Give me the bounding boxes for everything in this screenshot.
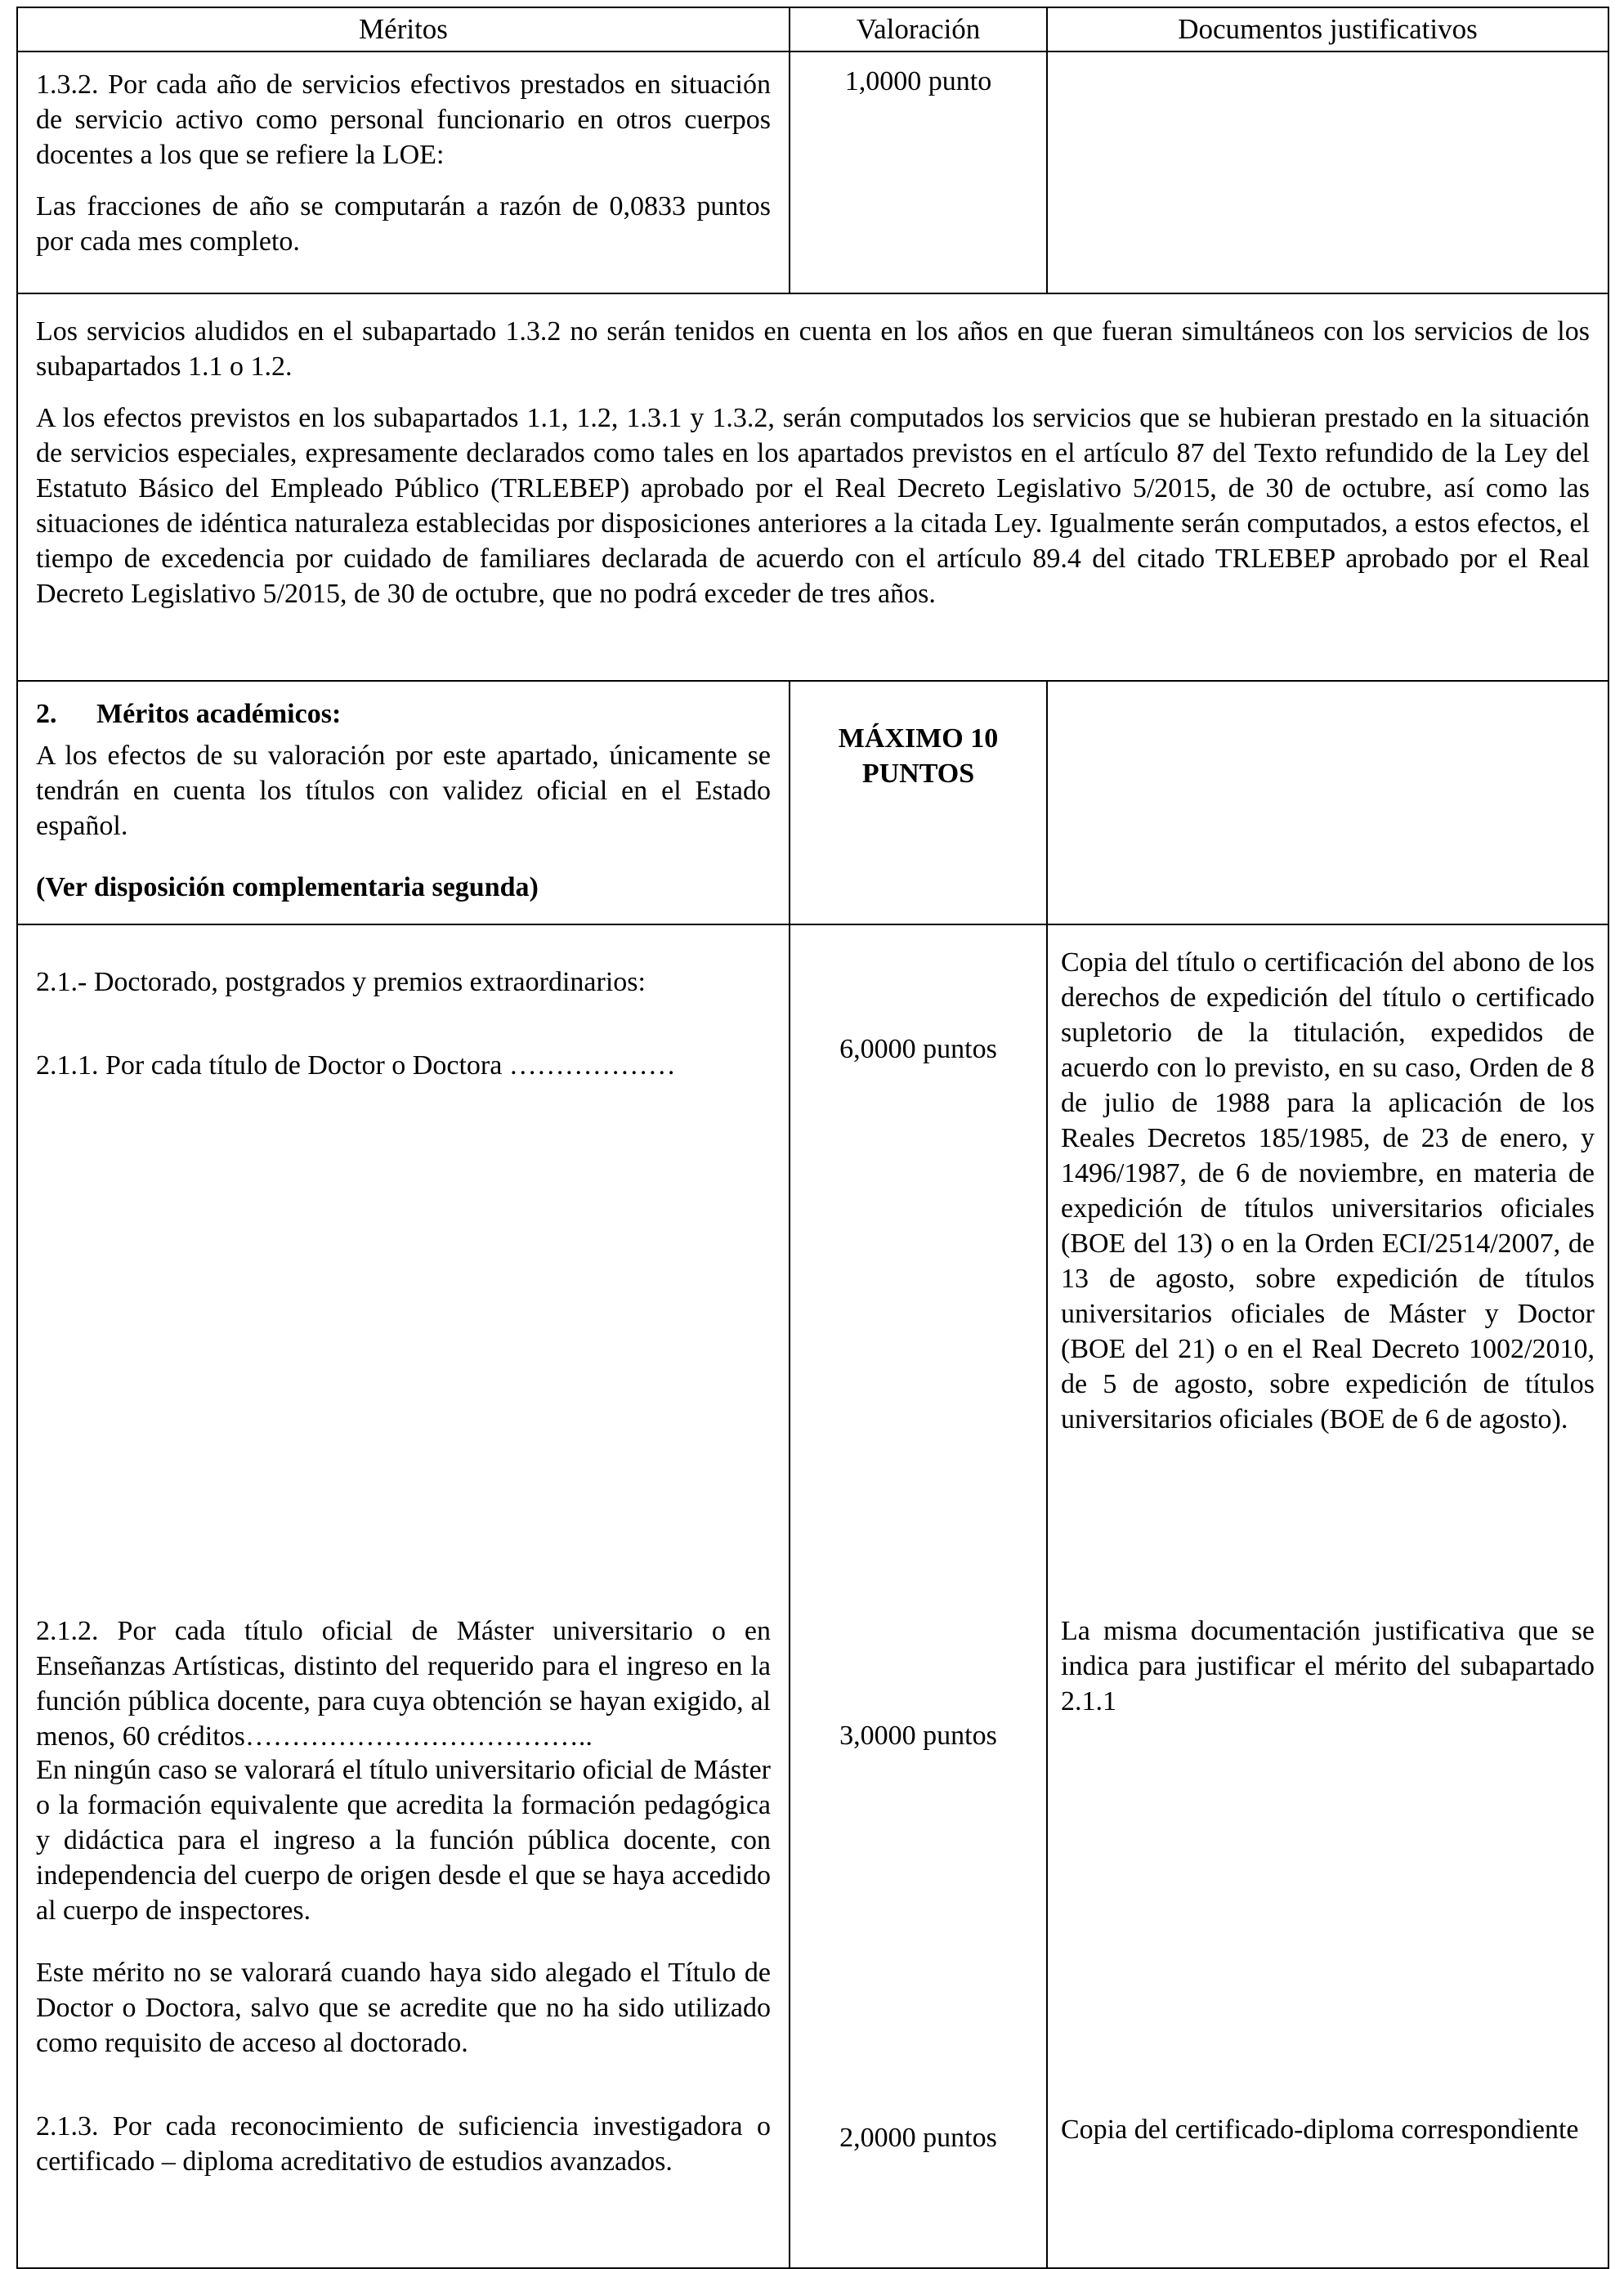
cell-doc-1-3-2 xyxy=(1047,51,1608,293)
header-valoracion: Valoración xyxy=(790,7,1047,51)
row-meritos-academicos xyxy=(17,681,1608,924)
cell-valor-1-3-2 xyxy=(790,51,1047,293)
notes-paragraph-1: Los servicios aludidos en el subapartado 1.3.2 no serán tenidos en cuenta en los años en que fueran simultáneos con los servicios de los subapartados 1.1 o 1.2. xyxy=(36,316,1590,382)
doc-2-1-2: La misma documentación justificativa que se indica para justificar el mérito del subapartado 2.1.1 xyxy=(1061,1616,1595,1716)
section-2-body: A los efectos de su valoración por este apartado, únicamente se tendrán en cuenta los títulos con validez oficial en el Estado español. xyxy=(36,741,771,841)
item-2-1-2-note-a: En ningún caso se valorará el título universitario oficial de Máster o la formación equivalente que acredita la formación pedagógica y didáctica para el ingreso a la función pública docente, con independencia del cuerpo de origen desde el que se haya accedido al cuerpo de inspectores. xyxy=(36,1755,771,1926)
row-notes xyxy=(17,293,1608,681)
merit-1-3-2-text: 1.3.2. Por cada año de servicios efectivos prestados en situación de servicio activo como personal funcionario en otros cuerpos docentes a los que se refiere la LOE: xyxy=(36,69,771,170)
doc-2-1-3: Copia del certificado-diploma correspondiente xyxy=(1061,2115,1579,2145)
cell-valor-maximo xyxy=(790,681,1047,924)
valor-1-3-2: 1,0000 punto xyxy=(844,66,992,96)
cell-doc-2-1 xyxy=(1047,924,1608,2268)
item-2-1-1: 2.1.1. Por cada título de Doctor o Doctora ……………… xyxy=(36,1050,676,1081)
section-2-heading xyxy=(36,696,771,732)
valor-2-1-3: 2,0000 puntos xyxy=(839,2123,997,2153)
merits-table xyxy=(16,7,1609,2269)
item-2-1-2: 2.1.2. Por cada título oficial de Máster universitario o en Enseñanzas Artísticas, distinto del requerido para el ingreso en la función pública docente, para cuya obtención se hayan exigido, al menos, 60 créditos……………………………….. xyxy=(36,1616,771,1752)
cell-merit-1-3-2 xyxy=(17,51,790,293)
header-meritos: Méritos xyxy=(17,7,790,51)
cell-meritos-academicos xyxy=(17,681,790,924)
item-2-1-2-note-b: Este mérito no se valorará cuando haya sido alegado el Título de Doctor o Doctora, salvo que se acredite que no ha sido utilizado como requisito de acceso al doctorado. xyxy=(36,1958,771,2058)
cell-valor-2-1 xyxy=(790,924,1047,2268)
doc-2-1-1: Copia del título o certificación del abono de los derechos de expedición del título o certificado supletorio de la titulación, expedidos de acuerdo con lo previsto, en su caso, Orden de 8 de julio de 1988 para la aplicación de los Reales Decretos 185/1985, de 23 de enero, y 1496/1987, de 6 de noviembre, en materia de expedición de títulos universitarios oficiales (BOE del 13) o en la Orden ECI/2514/2007, de 13 de agosto, sobre expedición de títulos universitarios oficiales de Máster y Doctor (BOE del 21) o en el Real Decreto 1002/2010, de 5 de agosto, sobre expedición de títulos universitarios oficiales (BOE de 6 de agosto). xyxy=(1061,947,1595,1434)
notes-paragraph-2: A los efectos previstos en los subapartados 1.1, 1.2, 1.3.1 y 1.3.2, serán computados los servicios que se hubieran prestado en la situación de servicios especiales, expresamente declarados como tales en los apartados previstos en el artículo 87 del Texto refundido de la Ley del Estatuto Básico del Empleado Público (TRLEBEP) aprobado por el Real Decreto Legislativo 5/2015, de 30 de octubre, así como las situaciones de idéntica naturaleza establecidas por disposiciones anteriores a la citada Ley. Igualmente serán computados, a estos efectos, el tiempo de excedencia por cuidado de familiares declarada de acuerdo con el artículo 89.4 del citado TRLEBEP aprobado por el Real Decreto Legislativo 5/2015, de 30 de octubre, que no podrá exceder de tres años. xyxy=(36,403,1590,609)
cell-notes xyxy=(17,293,1608,681)
valor-2-1-1: 6,0000 puntos xyxy=(839,1034,997,1064)
valor-2-1-2: 3,0000 puntos xyxy=(839,1721,997,1751)
section-2-title: Méritos académicos: xyxy=(96,699,342,729)
merit-1-3-2-fractions-note: Las fracciones de año se computarán a razón de 0,0833 puntos por cada mes completo. xyxy=(36,191,771,257)
cell-doc-academicos xyxy=(1047,681,1608,924)
header-documentos: Documentos justificativos xyxy=(1047,7,1608,51)
row-1-3-2 xyxy=(17,51,1608,293)
header-row xyxy=(17,7,1608,51)
item-2-1-intro: 2.1.- Doctorado, postgrados y premios extraordinarios: xyxy=(36,967,646,997)
section-2-note: (Ver disposición complementaria segunda) xyxy=(36,872,539,902)
valor-maximo: MÁXIMO 10 PUNTOS xyxy=(838,723,999,789)
row-2-1 xyxy=(17,924,1608,2268)
item-2-1-3: 2.1.3. Por cada reconocimiento de suficiencia investigadora o certificado – diploma acreditativo de estudios avanzados. xyxy=(36,2111,771,2177)
section-2-number: 2. xyxy=(36,699,57,729)
cell-merit-2-1 xyxy=(17,924,790,2268)
